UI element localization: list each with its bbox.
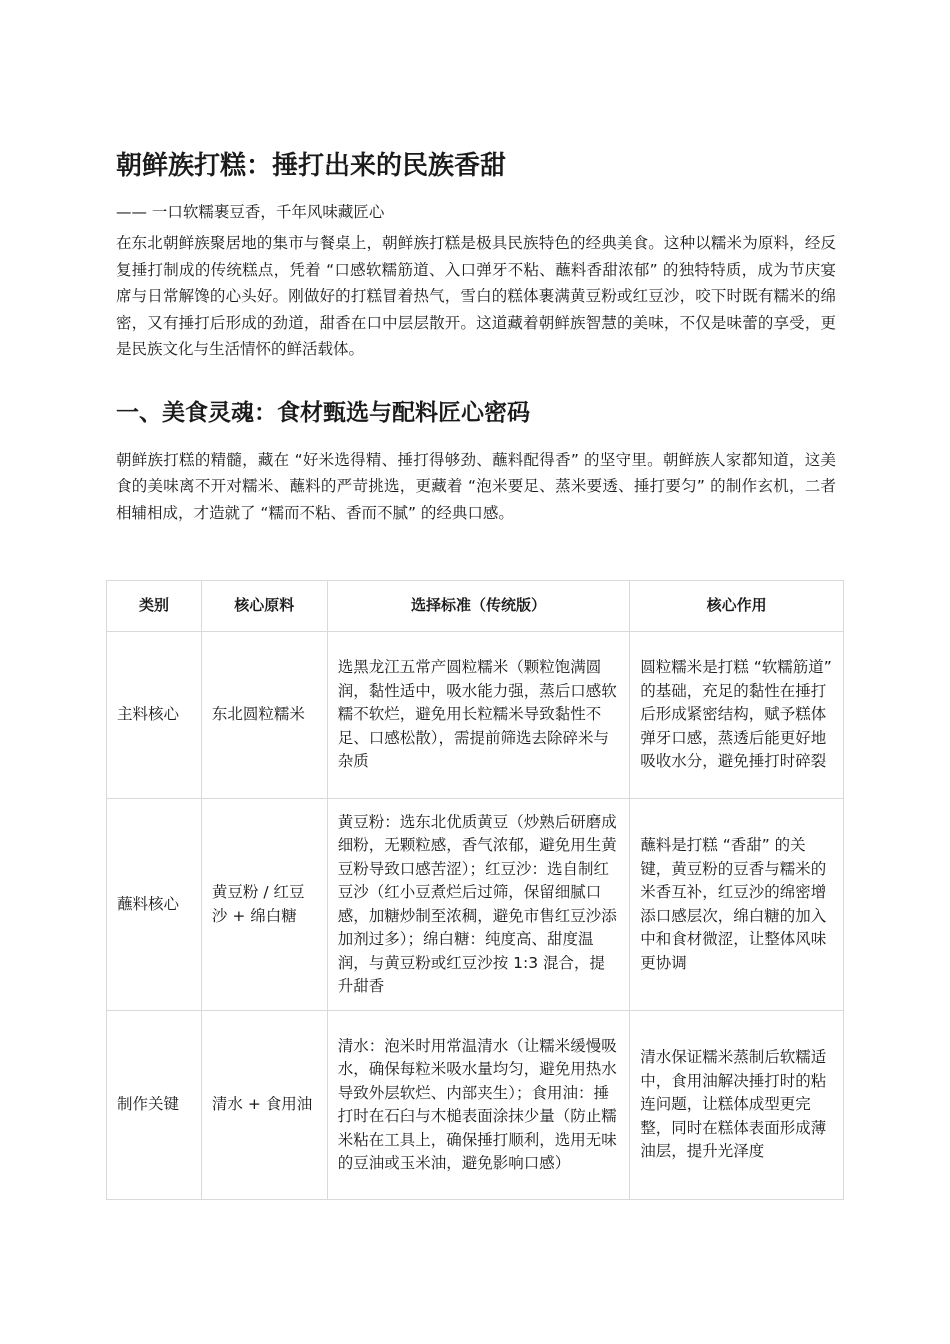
header-category: 类别 [107, 581, 202, 632]
cell-material: 清水 + 食用油 [201, 1011, 327, 1200]
table-row [107, 799, 844, 1011]
cell-material: 黄豆粉 / 红豆沙 + 绵白糖 [201, 799, 327, 1011]
cell-effect: 清水保证糯米蒸制后软糯适中，食用油解决捶打时的粘连问题，让糕体成型更完整，同时在糕体表面形成薄油层，提升光泽度 [630, 1011, 844, 1200]
cell-category: 主料核心 [107, 632, 202, 799]
table-header-row [107, 581, 844, 632]
cell-category: 蘸料核心 [107, 799, 202, 1011]
cell-standard: 清水：泡米时用常温清水（让糯米缓慢吸水，确保每粒米吸水量均匀，避免用热水导致外层软烂、内部夹生）；食用油：捶打时在石臼与木槌表面涂抹少量（防止糯米粘在工具上，确保捶打顺利，选用无味的豆油或玉米油，避免影响口感） [327, 1011, 630, 1200]
section-heading: 一、美食灵魂：食材甄选与配料匠心密码 [116, 399, 530, 426]
header-standard: 选择标准（传统版） [327, 581, 630, 632]
cell-category: 制作关键 [107, 1011, 202, 1200]
intro-paragraph: 在东北朝鲜族聚居地的集市与餐桌上，朝鲜族打糕是极具民族特色的经典美食。这种以糯米为原料，经反复捶打制成的传统糕点，凭着 “口感软糯筋道、入口弹牙不粘、蘸料香甜浓郁” 的独特特质，成为节庆宴席与日常解馋的心头好。刚做好的打糕冒着热气，雪白的糕体裹满黄豆粉或红豆沙，咬下时既有糯米的绵密，又有捶打后形成的劲道，甜香在口中层层散开。这道藏着朝鲜族智慧的美味，不仅是味蕾的享受，更是民族文化与生活情怀的鲜活载体。 [116, 234, 836, 358]
table-row [107, 632, 844, 799]
cell-standard: 黄豆粉：选东北优质黄豆（炒熟后研磨成细粉，无颗粒感，香气浓郁，避免用生黄豆粉导致口感苦涩）；红豆沙：选自制红豆沙（红小豆煮烂后过筛，保留细腻口感，加糖炒制至浓稠，避免市售红豆沙添加剂过多）；绵白糖：纯度高、甜度温润，与黄豆粉或红豆沙按 1:3 混合，提升甜香 [327, 799, 630, 1011]
ingredients-table [106, 580, 844, 1200]
cell-effect: 圆粒糯米是打糕 “软糯筋道” 的基础，充足的黏性在捶打后形成紧密结构，赋予糕体弹牙口感，蒸透后能更好地吸收水分，避免捶打时碎裂 [630, 632, 844, 799]
header-material: 核心原料 [201, 581, 327, 632]
page-title: 朝鲜族打糕：捶打出来的民族香甜 [116, 151, 507, 181]
cell-standard: 选黑龙江五常产圆粒糯米（颗粒饱满圆润，黏性适中，吸水能力强，蒸后口感软糯不软烂，避免用长粒糯米导致黏性不足、口感松散），需提前筛选去除碎米与杂质 [327, 632, 630, 799]
header-effect: 核心作用 [630, 581, 844, 632]
cell-effect: 蘸料是打糕 “香甜” 的关键，黄豆粉的豆香与糯米的米香互补，红豆沙的绵密增添口感层次，绵白糖的加入中和食材微涩，让整体风味更协调 [630, 799, 844, 1011]
table-row [107, 1011, 844, 1200]
article [116, 148, 836, 526]
cell-material: 东北圆粒糯米 [201, 632, 327, 799]
section-paragraph: 朝鲜族打糕的精髓，藏在 “好米选得精、捶打得够劲、蘸料配得香” 的坚守里。朝鲜族人家都知道，这美食的美味离不开对糯米、蘸料的严苛挑选，更藏着 “泡米要足、蒸米要透、捶打要匀” 的制作玄机，二者相辅相成，才造就了 “糯而不粘、香而不腻” 的经典口感。 [116, 450, 836, 522]
subtitle: —— 一口软糯裹豆香，千年风味藏匠心 [116, 203, 385, 221]
